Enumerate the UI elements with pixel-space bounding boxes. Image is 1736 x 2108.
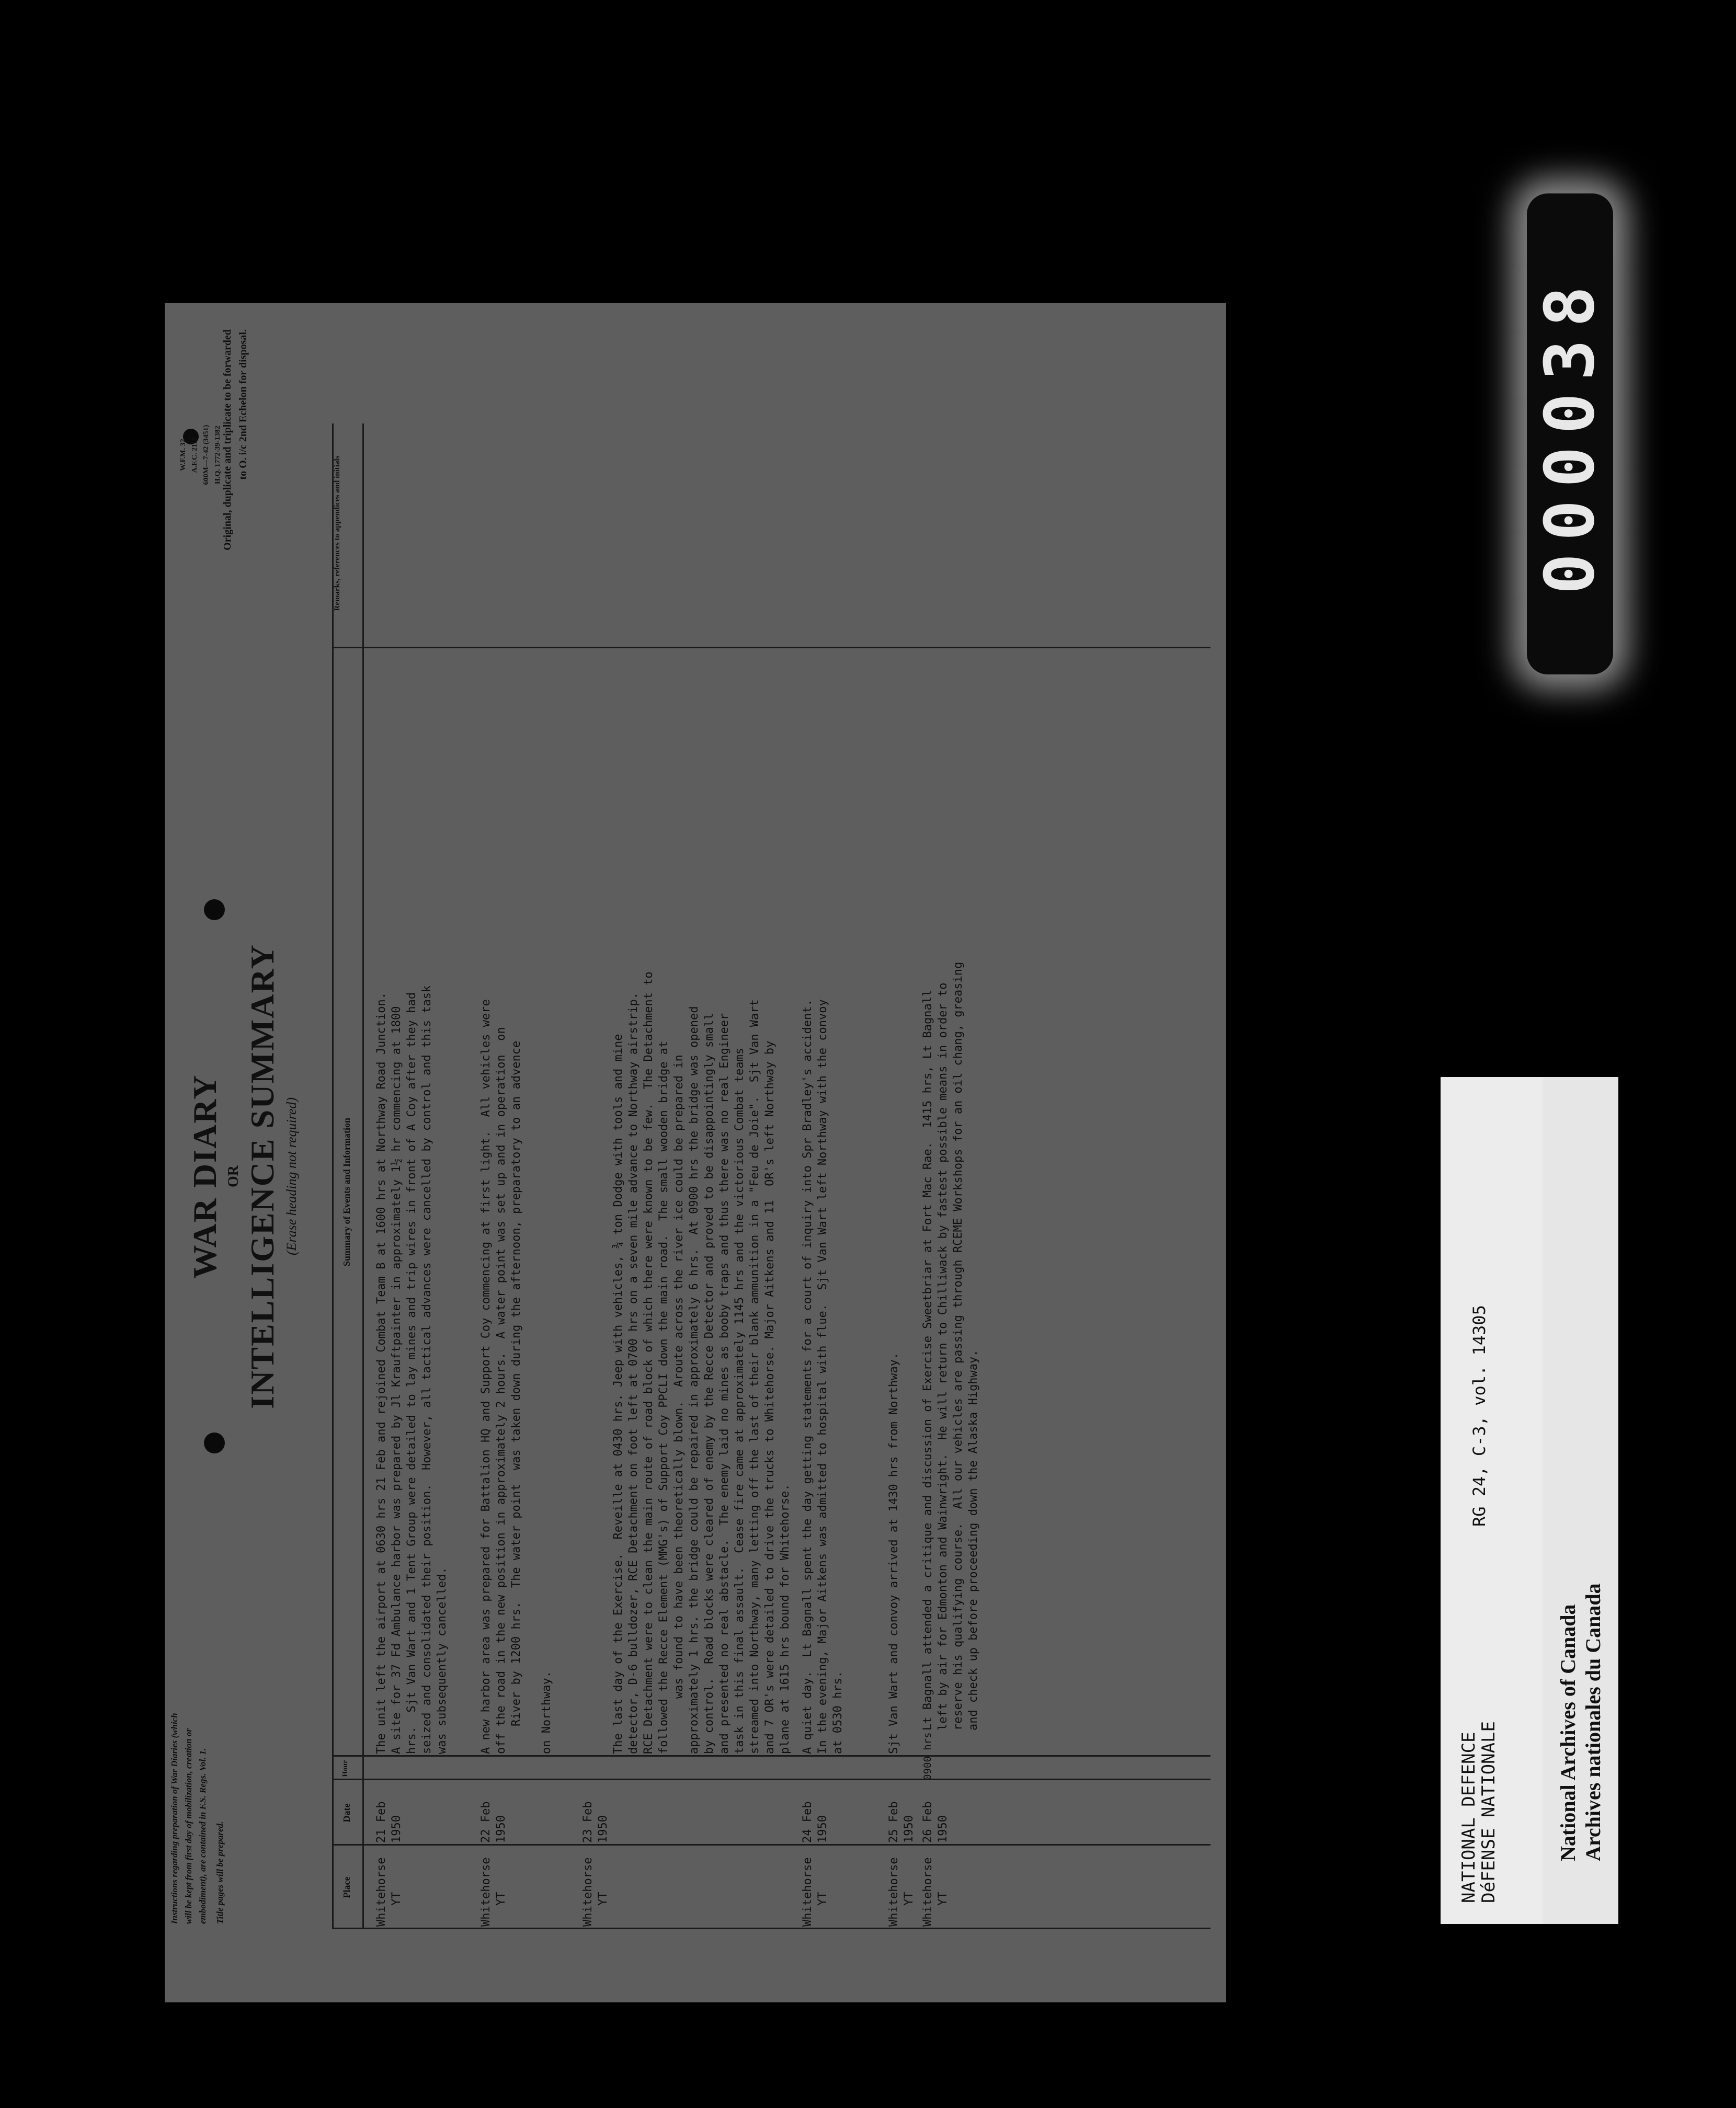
- title-or: OR: [225, 1165, 242, 1187]
- column-header-hour: Hour: [341, 1760, 349, 1777]
- column-rule-hour: [332, 1755, 1210, 1757]
- page-title: [186, 810, 300, 1542]
- row5-place: Whitehorse YT: [887, 1857, 916, 1927]
- title-erase-note: (Erase heading not required): [284, 1097, 299, 1256]
- column-header-place: Place: [341, 1876, 352, 1898]
- header-rule: [332, 423, 334, 1929]
- label-content: [1441, 1077, 1618, 1924]
- national-defence-fr: DéFENSE NATIONALE: [1478, 1721, 1499, 1903]
- row1-place: Whitehorse YT: [375, 1857, 403, 1927]
- row4-place: Whitehorse YT: [801, 1857, 829, 1927]
- national-archives-en: National Archives of Canada: [1556, 1604, 1580, 1861]
- form-line-4: H.Q. 1772-39-1382: [214, 426, 222, 484]
- row2-place: Whitehorse YT: [479, 1857, 508, 1927]
- row3-summary: The last day of the Exercise. Reveille at 0430 hrs. Jeep with vehicles, ¾ ton Dodge with tools and mine detector, D-6 bulldozer, RCE Detachment on foot left at 0700 hrs on a seven mile advance to Northway airstrip. RCE Detachment were to clean the main route of road block of which there were known to be few. The Detachment to followed the Recce Element (MMG's) of Support Coy PPCLI down the main road. The small wooden bridge at was found to have been theoretically blown. Aroute across the river ice could be prepared in approximately 1 hrs. the bridge could be repaired in approximately 6 hrs. At 0900 hrs the bridge was opened by control. Road blocks were cleared of enemy by the Recce Detector and proved to be disappointingly small and presented no real abstacle. The enemy laid no mines as booby traps and thus there was no real Engineer task in this final assault. Cease fire came at approximately 1145 hrs and the victorious Combat teams streamed into Northway, many letting off the last of their blank ammunition in a "Feu de Joie". Sjt Van Wart and 7 OR's were detailed to drive the trucks to Whitehorse. Major Aitkens and 11 OR's left Northway by plane at 1615 hrs bound for Whitehorse.: [612, 971, 792, 1754]
- disposal-note-1: Original, duplicate and triplicate to be forwarded: [222, 329, 233, 551]
- column-rule-summary: [332, 647, 1210, 648]
- title-war-diary: WAR DIARY: [186, 1074, 223, 1279]
- column-header-remarks: Remarks, references to appendices and initials: [333, 455, 341, 611]
- title-intelligence-summary: INTELLIGENCE SUMMARY: [244, 944, 281, 1409]
- column-rule-left: [332, 1928, 1210, 1929]
- archive-reference: RG 24, C-3, vol. 14305: [1469, 1305, 1489, 1527]
- column-header-date: Date: [341, 1803, 352, 1823]
- row3-place: Whitehorse YT: [581, 1857, 610, 1927]
- form-line-3: 600M—7-42 (3451): [202, 425, 210, 485]
- frame-number: 000038: [1530, 273, 1609, 594]
- column-header-rule: [362, 423, 364, 1929]
- form-line-1: W.F.M. 32: [179, 439, 187, 471]
- row2-summary: A new harbor area was prepared for Battalion HQ and Support Coy commencing at first light. All vehicles were off the road in the new position in approximately 2 hours. A water point was set up and in operation on River by 1200 hrs. The water point was taken down during the afternoon, preparatory to an advence on Northway.: [479, 999, 553, 1754]
- national-defence-en: NATIONAL DEFENCE: [1458, 1732, 1479, 1903]
- row5-summary: Sjt Van Wart and convoy arrived at 1430 hrs from Northway.: [887, 1352, 900, 1754]
- column-header-summary: Summary of Events and Information: [341, 1117, 352, 1267]
- row6-date: 26 Feb 1950: [921, 1801, 950, 1843]
- row4-summary: A quiet day. Lt Bagnall spent the day getting statements for a court of inquiry into Spr Bradley's accident. In the evening, Major Aitkens was admitted to hospital with flue. Sjt Van Wart left Northway with the convoy at 0530 hrs.: [801, 999, 844, 1754]
- archive-label: [1441, 1077, 1618, 1924]
- row5-date: 25 Feb 1950: [887, 1801, 916, 1843]
- instructions-text: [167, 1704, 227, 1924]
- column-rule-place: [332, 1844, 1210, 1846]
- frame-number-stamp: [1527, 193, 1613, 674]
- war-diary-sheet: [165, 303, 1226, 2002]
- instructions-body: Instructions regarding preparation of War Diaries (which will be kept from first day of mobilization, creation or embodiment), are contained in F.S. Regs. Vol. 1.: [169, 1713, 208, 1924]
- sheet-content: [165, 303, 1226, 2002]
- form-number: [178, 403, 224, 507]
- disposal-note-2: to O. i/c 2nd Echelon for disposal.: [237, 329, 249, 480]
- national-archives-fr: Archives nationales du Canada: [1581, 1583, 1605, 1861]
- form-line-2: A.F.C. 2118: [191, 437, 199, 473]
- title-pages-note: Title pages will be prepared.: [215, 1821, 225, 1924]
- row6-summary: Lt Bagnall attended a critique and discussion of Exercise Sweetbriar at Fort Mac Rae. 1415 hrs, Lt Bagnall left by air for Edmonton and Wainwright. He will return to Chilliwack by fastest possible means in order to reserve his qualifying course. All our vehicles are passing through RCEME Workshops for an oil chang, greasing and check up before proceeding down the Alaska Highway.: [921, 961, 980, 1731]
- disposal-note: [220, 329, 251, 748]
- row6-hour: 0900 hrs: [922, 1732, 933, 1780]
- row2-date: 22 Feb 1950: [479, 1801, 508, 1843]
- row1-date: 21 Feb 1950: [375, 1801, 403, 1843]
- row6-place: Whitehorse YT: [921, 1857, 950, 1927]
- column-rule-date: [332, 1779, 1210, 1780]
- row1-summary: The unit left the airport at 0630 hrs 21 Feb and rejoined Combat Team B at 1600 hrs at Northway Road Junction. A site for 37 Fd Ambulance harbor was prepared by Jl Krauftpainter in approximately 1½ hr commencing at 1800 hrs. Sjt Van Wart and 1 Tent Group were detailed to lay mines and trip wires in front of A Coy after they had seized and consolidated their position. However, all tactical advances were cancelled by control and this task was subsequently cancelled.: [375, 985, 449, 1754]
- row4-date: 24 Feb 1950: [801, 1801, 829, 1843]
- row3-date: 23 Feb 1950: [581, 1801, 610, 1843]
